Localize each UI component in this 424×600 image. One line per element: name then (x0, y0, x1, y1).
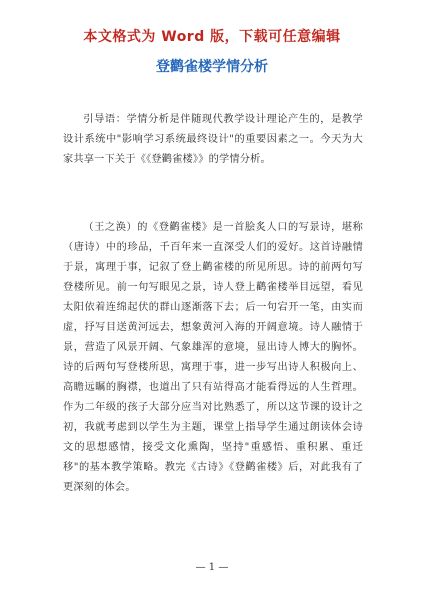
document-title: 登鹳雀楼学情分析 (156, 59, 268, 75)
document-banner: 本文格式为 Word 版，下载可任意编辑 (83, 29, 341, 45)
intro-paragraph: 引导语：学情分析是伴随现代教学设计理论产生的，是教学设计系统中"影响学习系统最终设计"的重要因素之一。今天为大家共享一下关于《《登鹳雀楼》》的学情分析。 (63, 114, 363, 165)
page-number: — 1 — (195, 562, 229, 573)
body-paragraph: （王之涣）的《登鹳雀楼》是一首脍炙人口的写景诗，堪称（唐诗）中的珍品，千百年来一直深受人们的爱好。这首诗融情于景，寓理于事，记叙了登上鹳雀楼的所见所思。诗的前两句写登楼所见。前一句写眼见之景，诗人登上鹳雀楼举目远望，看见太阳依着连绵起伏的群山逐渐落下去；后一句宕开一笔，由实而虚，抒写目送黄河远去，想象黄河入海的开阔意境。诗人融情于景，营造了风景开阔、气象雄浑的意境，显出诗人博大的胸怀。诗的后两句写登楼所思，寓理于事，进一步写出诗人积极向上、高瞻远瞩的胸襟，也道出了只有站得高才能看得远的人生哲理。作为二年级的孩子大部分应当对比熟悉了，所以这节课的设计之初，我就考虑到以学生为主题，课堂上指导学生通过朗读体会诗文的思想感情，接受文化熏陶，坚持"重感悟、重积累、重迁移"的基本教学策略。教完《古诗》《登鹳雀楼》后，对此我有了更深刻的体会。 (63, 222, 363, 493)
